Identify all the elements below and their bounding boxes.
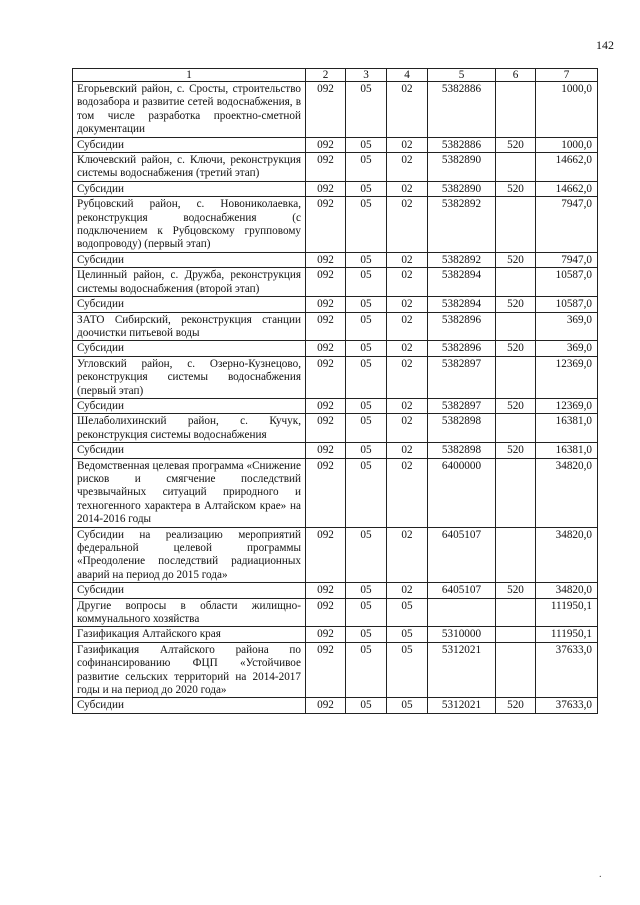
table-row (73, 268, 598, 297)
cell-subsection: 02 (387, 341, 428, 356)
cell-amount: 12369,0 (536, 398, 598, 413)
cell-section: 05 (346, 527, 387, 583)
cell-amount: 34820,0 (536, 527, 598, 583)
cell-target-article: 5382897 (428, 398, 496, 413)
cell-expense-type: 520 (496, 698, 536, 713)
cell-expense-type (496, 627, 536, 642)
cell-section: 05 (346, 598, 387, 627)
cell-expense-type (496, 82, 536, 138)
cell-section: 05 (346, 82, 387, 138)
cell-ministry-code: 092 (306, 252, 346, 267)
cell-name: Субсидии (73, 443, 306, 458)
cell-amount: 16381,0 (536, 443, 598, 458)
cell-name: Субсидии на реализацию мероприятий федеральной целевой программы «Преодоление последствий радиационных аварий на период до 2015 года» (73, 527, 306, 583)
cell-target-article: 5382896 (428, 341, 496, 356)
cell-ministry-code: 092 (306, 458, 346, 527)
cell-expense-type (496, 268, 536, 297)
table-row (73, 137, 598, 152)
cell-ministry-code: 092 (306, 137, 346, 152)
cell-name: Субсидии (73, 583, 306, 598)
cell-subsection: 02 (387, 527, 428, 583)
cell-expense-type: 520 (496, 181, 536, 196)
cell-section: 05 (346, 181, 387, 196)
cell-target-article: 5382886 (428, 137, 496, 152)
cell-target-article: 5382898 (428, 443, 496, 458)
table-row (73, 527, 598, 583)
cell-amount: 10587,0 (536, 268, 598, 297)
cell-subsection: 02 (387, 153, 428, 182)
cell-subsection: 02 (387, 82, 428, 138)
table-row (73, 82, 598, 138)
cell-section: 05 (346, 297, 387, 312)
cell-target-article: 5312021 (428, 642, 496, 698)
cell-ministry-code: 092 (306, 414, 346, 443)
cell-ministry-code: 092 (306, 398, 346, 413)
table-row (73, 341, 598, 356)
cell-expense-type (496, 414, 536, 443)
cell-amount: 7947,0 (536, 197, 598, 253)
cell-amount: 34820,0 (536, 458, 598, 527)
cell-section: 05 (346, 197, 387, 253)
cell-amount: 37633,0 (536, 642, 598, 698)
cell-target-article: 5312021 (428, 698, 496, 713)
header-cell: 4 (387, 69, 428, 82)
cell-expense-type: 520 (496, 252, 536, 267)
cell-expense-type (496, 197, 536, 253)
cell-subsection: 02 (387, 252, 428, 267)
cell-expense-type (496, 356, 536, 398)
header-cell: 7 (536, 69, 598, 82)
cell-target-article: 6405107 (428, 583, 496, 598)
cell-name: Субсидии (73, 698, 306, 713)
cell-name: Ведомственная целевая программа «Снижение рисков и смягчение последствий чрезвычайных ситуаций природного и техногенного характера в Алтайском крае» на 2014-2016 годы (73, 458, 306, 527)
cell-name: Целинный район, с. Дружба, реконструкция системы водоснабжения (второй этап) (73, 268, 306, 297)
cell-ministry-code: 092 (306, 356, 346, 398)
cell-amount: 1000,0 (536, 137, 598, 152)
table-row (73, 312, 598, 341)
cell-expense-type (496, 598, 536, 627)
cell-section: 05 (346, 252, 387, 267)
cell-subsection: 05 (387, 642, 428, 698)
cell-subsection: 05 (387, 698, 428, 713)
table-row (73, 598, 598, 627)
cell-section: 05 (346, 356, 387, 398)
cell-amount: 14662,0 (536, 181, 598, 196)
cell-target-article: 5382898 (428, 414, 496, 443)
cell-amount: 7947,0 (536, 252, 598, 267)
cell-subsection: 02 (387, 137, 428, 152)
cell-name: Газификация Алтайского края (73, 627, 306, 642)
header-cell: 5 (428, 69, 496, 82)
cell-expense-type (496, 312, 536, 341)
cell-amount: 37633,0 (536, 698, 598, 713)
cell-name: ЗАТО Сибирский, реконструкция станции доочистки питьевой воды (73, 312, 306, 341)
cell-name: Егорьевский район, с. Сросты, строительство водозабора и развитие сетей водоснабжения, в том числе разработка проектно-сметной документации (73, 82, 306, 138)
table-row (73, 414, 598, 443)
table-row (73, 627, 598, 642)
cell-section: 05 (346, 153, 387, 182)
cell-subsection: 02 (387, 458, 428, 527)
cell-name: Угловский район, с. Озерно-Кузнецово, реконструкция системы водоснабжения (первый этап) (73, 356, 306, 398)
cell-ministry-code: 092 (306, 698, 346, 713)
cell-ministry-code: 092 (306, 153, 346, 182)
cell-target-article: 6405107 (428, 527, 496, 583)
cell-section: 05 (346, 398, 387, 413)
cell-section: 05 (346, 583, 387, 598)
cell-name: Субсидии (73, 341, 306, 356)
cell-section: 05 (346, 698, 387, 713)
cell-expense-type: 520 (496, 443, 536, 458)
cell-subsection: 02 (387, 398, 428, 413)
cell-ministry-code: 092 (306, 598, 346, 627)
cell-expense-type: 520 (496, 137, 536, 152)
cell-ministry-code: 092 (306, 197, 346, 253)
table-row (73, 458, 598, 527)
header-cell: 6 (496, 69, 536, 82)
cell-ministry-code: 092 (306, 82, 346, 138)
cell-target-article: 5382896 (428, 312, 496, 341)
cell-name: Рубцовский район, с. Новониколаевка, реконструкция водоснабжения (с подключением к Рубцовскому групповому водопроводу) (первый этап) (73, 197, 306, 253)
table-row (73, 698, 598, 713)
table-row (73, 153, 598, 182)
cell-amount: 16381,0 (536, 414, 598, 443)
cell-subsection: 02 (387, 312, 428, 341)
table-row (73, 297, 598, 312)
cell-expense-type (496, 153, 536, 182)
cell-subsection: 05 (387, 598, 428, 627)
cell-name: Субсидии (73, 137, 306, 152)
cell-ministry-code: 092 (306, 527, 346, 583)
cell-ministry-code: 092 (306, 181, 346, 196)
cell-section: 05 (346, 341, 387, 356)
cell-section: 05 (346, 458, 387, 527)
cell-target-article: 5310000 (428, 627, 496, 642)
cell-ministry-code: 092 (306, 312, 346, 341)
table-row (73, 197, 598, 253)
cell-subsection: 02 (387, 583, 428, 598)
cell-name: Субсидии (73, 297, 306, 312)
cell-target-article: 5382890 (428, 181, 496, 196)
cell-expense-type: 520 (496, 583, 536, 598)
cell-ministry-code: 092 (306, 268, 346, 297)
page-number: 142 (596, 38, 614, 52)
cell-subsection: 02 (387, 297, 428, 312)
cell-amount: 34820,0 (536, 583, 598, 598)
cell-subsection: 02 (387, 181, 428, 196)
cell-section: 05 (346, 414, 387, 443)
cell-name: Ключевский район, с. Ключи, реконструкция системы водоснабжения (третий этап) (73, 153, 306, 182)
cell-subsection: 05 (387, 627, 428, 642)
cell-expense-type (496, 642, 536, 698)
table-row (73, 252, 598, 267)
cell-subsection: 02 (387, 356, 428, 398)
cell-name: Газификация Алтайского района по софинансированию ФЦП «Устойчивое развитие сельских территорий на 2014-2017 годы и на период до 2020 года» (73, 642, 306, 698)
table-row (73, 583, 598, 598)
cell-subsection: 02 (387, 414, 428, 443)
cell-subsection: 02 (387, 268, 428, 297)
cell-expense-type (496, 527, 536, 583)
cell-section: 05 (346, 443, 387, 458)
cell-section: 05 (346, 137, 387, 152)
cell-ministry-code: 092 (306, 627, 346, 642)
cell-target-article (428, 598, 496, 627)
cell-section: 05 (346, 312, 387, 341)
header-cell: 1 (73, 69, 306, 82)
cell-expense-type: 520 (496, 341, 536, 356)
cell-name: Шелаболихинский район, с. Кучук, реконструкция системы водоснабжения (73, 414, 306, 443)
table-row (73, 356, 598, 398)
cell-ministry-code: 092 (306, 297, 346, 312)
cell-target-article: 5382894 (428, 297, 496, 312)
cell-amount: 12369,0 (536, 356, 598, 398)
cell-ministry-code: 092 (306, 642, 346, 698)
cell-amount: 111950,1 (536, 598, 598, 627)
cell-amount: 111950,1 (536, 627, 598, 642)
cell-subsection: 02 (387, 443, 428, 458)
cell-expense-type: 520 (496, 297, 536, 312)
cell-name: Субсидии (73, 252, 306, 267)
header-cell: 3 (346, 69, 387, 82)
table-header-row (73, 69, 598, 82)
cell-target-article: 5382890 (428, 153, 496, 182)
cell-subsection: 02 (387, 197, 428, 253)
cell-name: Субсидии (73, 398, 306, 413)
cell-section: 05 (346, 268, 387, 297)
cell-amount: 369,0 (536, 341, 598, 356)
cell-target-article: 6400000 (428, 458, 496, 527)
table-row (73, 398, 598, 413)
cell-expense-type (496, 458, 536, 527)
cell-ministry-code: 092 (306, 583, 346, 598)
cell-section: 05 (346, 642, 387, 698)
cell-target-article: 5382897 (428, 356, 496, 398)
cell-amount: 10587,0 (536, 297, 598, 312)
cell-ministry-code: 092 (306, 341, 346, 356)
cell-amount: 14662,0 (536, 153, 598, 182)
table-row (73, 181, 598, 196)
cell-target-article: 5382892 (428, 197, 496, 253)
cell-expense-type: 520 (496, 398, 536, 413)
cell-name: Другие вопросы в области жилищно-коммунального хозяйства (73, 598, 306, 627)
cell-target-article: 5382892 (428, 252, 496, 267)
cell-name: Субсидии (73, 181, 306, 196)
header-cell: 2 (306, 69, 346, 82)
cell-ministry-code: 092 (306, 443, 346, 458)
cell-target-article: 5382886 (428, 82, 496, 138)
cell-amount: 369,0 (536, 312, 598, 341)
table-row (73, 642, 598, 698)
budget-table (72, 68, 598, 714)
scan-artifact-dot: · (598, 872, 602, 883)
cell-section: 05 (346, 627, 387, 642)
cell-amount: 1000,0 (536, 82, 598, 138)
table-row (73, 443, 598, 458)
cell-target-article: 5382894 (428, 268, 496, 297)
